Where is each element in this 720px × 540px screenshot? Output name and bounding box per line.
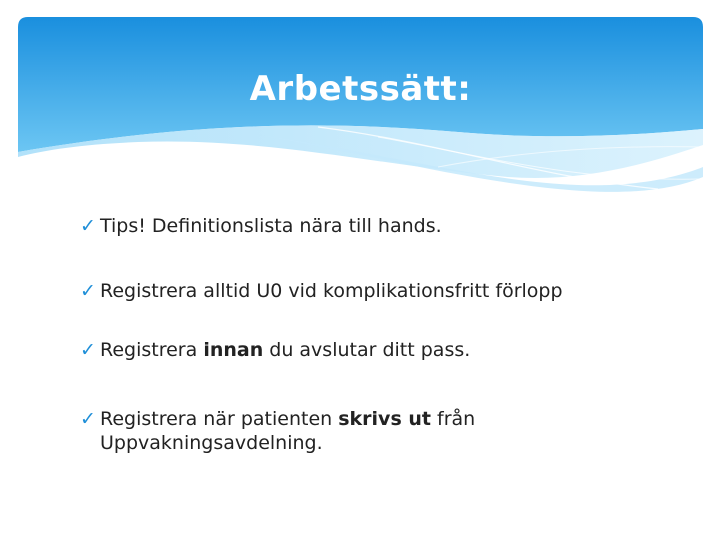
checkmark-icon: ✓ <box>80 408 96 430</box>
bullet-item <box>80 279 563 303</box>
bullet-text-bold: skrivs ut <box>338 408 431 430</box>
bullet-text-before: Registrera <box>100 339 204 361</box>
slide-title: Arbetssätt: <box>249 69 472 109</box>
checkmark-icon: ✓ <box>80 339 96 361</box>
checkmark-icon: ✓ <box>80 215 96 237</box>
checkmark-icon: ✓ <box>80 280 96 302</box>
bullet-item <box>80 407 660 455</box>
bullet-item <box>80 338 470 362</box>
bullet-text-bold: innan <box>203 339 264 361</box>
bullet-text: Tips! Definitionslista nära till hands. <box>100 215 442 237</box>
bullet-text-after: från Uppvakningsavdelning. <box>100 408 476 454</box>
bullet-text-before: Registrera när patienten <box>100 408 339 430</box>
title-banner <box>18 17 703 197</box>
bullet-text-after: du avslutar ditt pass. <box>263 339 471 361</box>
bullet-item <box>80 214 442 238</box>
bullet-text: Registrera alltid U0 vid komplikationsfritt förlopp <box>100 280 563 302</box>
